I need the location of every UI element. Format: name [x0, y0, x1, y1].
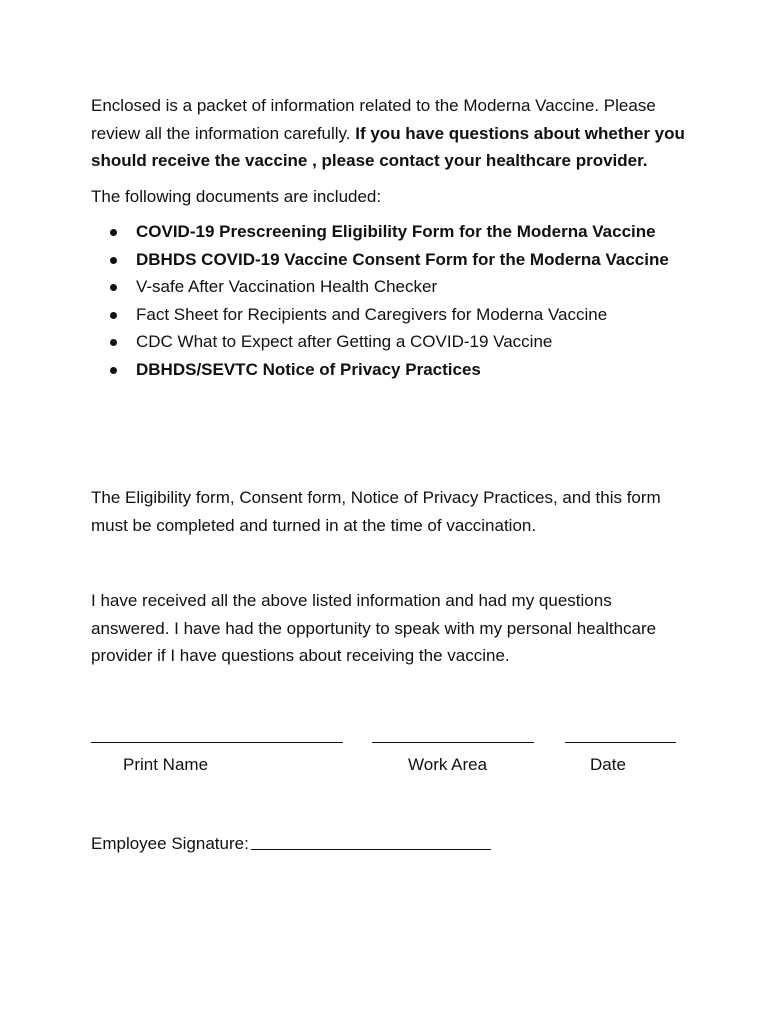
work-area-label: Work Area: [408, 755, 488, 774]
documents-list: [91, 218, 691, 383]
document-title: DBHDS/SEVTC Notice of Privacy Practices: [136, 359, 481, 379]
intro-bold-text: If you have questions about whether you should receive the vaccine , please contact your healthcare provider.: [91, 123, 685, 170]
document-title: Fact Sheet for Recipients and Caregivers for Moderna Vaccine: [136, 304, 608, 324]
print-name-label: Print Name: [123, 755, 209, 774]
date-label: Date: [590, 755, 626, 774]
intro-paragraph: [91, 92, 691, 175]
document-body: [91, 92, 691, 665]
list-item: [110, 246, 696, 274]
acknowledgement-paragraph: I have received all the above listed information and had my questions answered. I have had the opportunity to speak with my personal healthcare provider if I have questions about receiving the vaccine.: [91, 591, 657, 665]
included-label: The following documents are included:: [91, 186, 382, 206]
intro-plain-text: Enclosed is a packet of information related to the Moderna Vaccine. Please review all the information carefully.: [91, 96, 656, 143]
work-area-line[interactable]: [372, 741, 534, 743]
employee-signature-label: Employee Signature:: [91, 834, 249, 853]
employee-signature-line[interactable]: [251, 831, 491, 850]
print-name-line[interactable]: [91, 741, 343, 743]
signature-lines: [91, 723, 681, 743]
document-title: V-safe After Vaccination Health Checker: [136, 277, 438, 296]
bullet-icon: [110, 312, 117, 319]
list-item: [110, 328, 696, 356]
list-item: [110, 356, 696, 384]
bullet-icon: [110, 229, 117, 236]
employee-signature-row: [91, 831, 491, 854]
list-item: [110, 273, 696, 301]
document-title: COVID-19 Prescreening Eligibility Form for the Moderna Vaccine: [136, 222, 656, 241]
bullet-icon: [110, 284, 117, 291]
document-title: CDC What to Expect after Getting a COVID-19 Vaccine: [136, 332, 553, 351]
eligibility-paragraph: The Eligibility form, Consent form, Notice of Privacy Practices, and this form must be completed and turned in at the time of vaccination.: [91, 488, 661, 535]
list-item: [110, 301, 696, 329]
bullet-icon: [110, 257, 117, 264]
document-title: DBHDS COVID-19 Vaccine Consent Form for the Moderna Vaccine: [136, 249, 669, 269]
date-line[interactable]: [565, 741, 676, 743]
list-item: [110, 218, 696, 246]
bullet-icon: [110, 367, 117, 374]
bullet-icon: [110, 339, 117, 346]
